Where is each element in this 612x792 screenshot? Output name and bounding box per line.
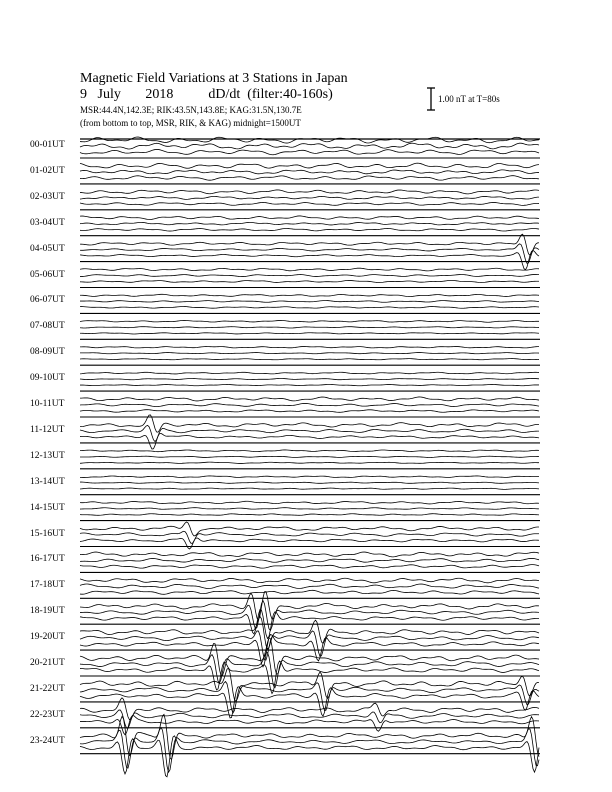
station-trace-rik — [80, 274, 539, 276]
station-trace-kag — [80, 190, 539, 194]
station-trace-kag — [80, 320, 539, 322]
station-trace-kag — [80, 592, 539, 620]
hour-row — [80, 137, 540, 158]
row-label: 05-06UT — [30, 269, 65, 280]
station-trace-rik — [80, 353, 539, 354]
station-trace-kag — [80, 450, 539, 452]
row-label: 03-04UT — [30, 217, 65, 228]
row-label: 20-21UT — [30, 658, 65, 668]
station-trace-kag — [80, 501, 539, 504]
day: 9 — [80, 87, 87, 102]
station-trace-kag — [80, 522, 539, 536]
hour-row — [80, 714, 540, 776]
station-trace-kag — [80, 552, 539, 557]
station-trace-rik — [80, 143, 539, 149]
station-trace-kag — [80, 372, 539, 374]
chart-title: Magnetic Field Variations at 3 Stations in Japan — [80, 71, 348, 86]
row-label: 15-16UT — [30, 528, 65, 539]
station-trace-rik — [80, 170, 539, 174]
station-trace-msr — [80, 462, 539, 463]
station-trace-msr — [80, 410, 539, 413]
station-trace-kag — [80, 638, 539, 676]
hour-row — [80, 501, 540, 520]
station-trace-rik — [80, 482, 539, 483]
hour-row — [80, 268, 540, 287]
hour-row — [80, 397, 540, 417]
station-trace-rik — [80, 301, 539, 303]
station-trace-msr — [80, 488, 539, 489]
station-trace-kag — [80, 397, 539, 401]
station-trace-kag — [80, 476, 539, 478]
station-trace-rik — [80, 558, 539, 562]
hour-row — [80, 522, 540, 549]
hour-row — [80, 476, 540, 495]
row-label: 17-18UT — [30, 580, 65, 591]
quantity: dD/dt — [208, 87, 241, 102]
station-trace-msr — [80, 202, 539, 205]
order-note: (from bottom to top, MSR, RIK, & KAG) — [80, 118, 232, 128]
station-trace-kag — [80, 163, 539, 168]
station-trace-rik — [80, 710, 539, 728]
row-label: 08-09UT — [30, 347, 65, 358]
month: July — [97, 87, 121, 102]
station-trace-msr — [80, 716, 539, 735]
row-label: 22-23UT — [30, 709, 65, 720]
station-trace-rik — [80, 222, 539, 225]
station-trace-kag — [80, 294, 539, 296]
hour-row — [80, 234, 540, 270]
scale-label: 1.00 nT at T=80s — [438, 94, 500, 104]
station-trace-msr — [80, 514, 539, 516]
station-trace-rik — [80, 196, 539, 199]
station-trace-kag — [80, 268, 539, 271]
row-label: 07-08UT — [30, 321, 65, 332]
station-trace-msr — [80, 228, 539, 231]
station-trace-msr — [80, 149, 539, 154]
station-trace-rik — [80, 244, 539, 264]
station-trace-kag — [80, 347, 539, 348]
filter: (filter:40-160s) — [247, 87, 333, 102]
row-label: 06-07UT — [30, 295, 65, 306]
station-trace-msr — [80, 433, 539, 449]
station-trace-msr — [80, 306, 539, 308]
row-label: 13-14UT — [30, 476, 65, 487]
row-label: 10-11UT — [30, 399, 65, 409]
midnight-note: midnight=1500UT — [233, 118, 301, 128]
station-trace-rik — [80, 403, 539, 406]
hour-row — [80, 163, 540, 184]
hour-row — [80, 294, 540, 313]
year: 2018 — [145, 87, 174, 102]
hour-row — [80, 320, 540, 339]
station-trace-kag — [80, 668, 539, 701]
station-trace-msr — [80, 565, 539, 569]
station-trace-rik — [80, 584, 539, 589]
station-trace-kag — [80, 137, 539, 143]
row-label: 00-01UT — [30, 140, 65, 150]
row-label: 19-20UT — [30, 632, 65, 643]
hour-row — [80, 552, 540, 572]
station-trace-rik — [80, 378, 539, 379]
hour-row — [80, 638, 540, 694]
row-label: 23-24UT — [30, 735, 65, 746]
hour-row — [80, 450, 540, 469]
hour-row — [80, 216, 540, 236]
hour-row — [80, 415, 540, 449]
row-label: 16-17UT — [30, 554, 65, 565]
hour-row — [80, 190, 540, 210]
station-trace-rik — [80, 531, 539, 543]
station-trace-rik — [80, 425, 539, 441]
hour-row — [80, 372, 540, 391]
row-label: 01-02UT — [30, 165, 65, 176]
row-label: 04-05UT — [30, 243, 65, 254]
station-trace-msr — [80, 384, 539, 385]
station-trace-msr — [80, 176, 539, 180]
station-trace-msr — [80, 333, 539, 334]
station-trace-msr — [80, 250, 539, 269]
station-trace-kag — [80, 234, 539, 255]
station-trace-kag — [80, 216, 539, 220]
hour-row — [80, 698, 540, 735]
row-label: 21-22UT — [30, 683, 65, 694]
hour-row — [80, 347, 540, 366]
station-trace-kag — [80, 578, 539, 583]
row-label: 12-13UT — [30, 450, 65, 461]
station-trace-msr — [80, 590, 539, 594]
row-label: 18-19UT — [30, 606, 65, 617]
station-trace-msr — [80, 359, 539, 360]
station-trace-kag — [80, 714, 539, 759]
station-trace-msr — [80, 280, 539, 282]
row-label: 11-12UT — [30, 424, 65, 435]
scale-bar — [427, 88, 435, 110]
station-trace-rik — [80, 327, 539, 328]
row-label: 09-10UT — [30, 373, 65, 384]
station-coordinates: MSR:44.4N,142.3E; RIK:43.5N,143.8E; KAG:31.5N,130.7E — [80, 105, 302, 115]
station-trace-rik — [80, 508, 539, 510]
row-label: 14-15UT — [30, 502, 65, 513]
station-trace-msr — [80, 538, 539, 549]
row-label: 02-03UT — [30, 191, 65, 202]
hour-row — [80, 578, 540, 598]
station-trace-rik — [80, 456, 539, 457]
